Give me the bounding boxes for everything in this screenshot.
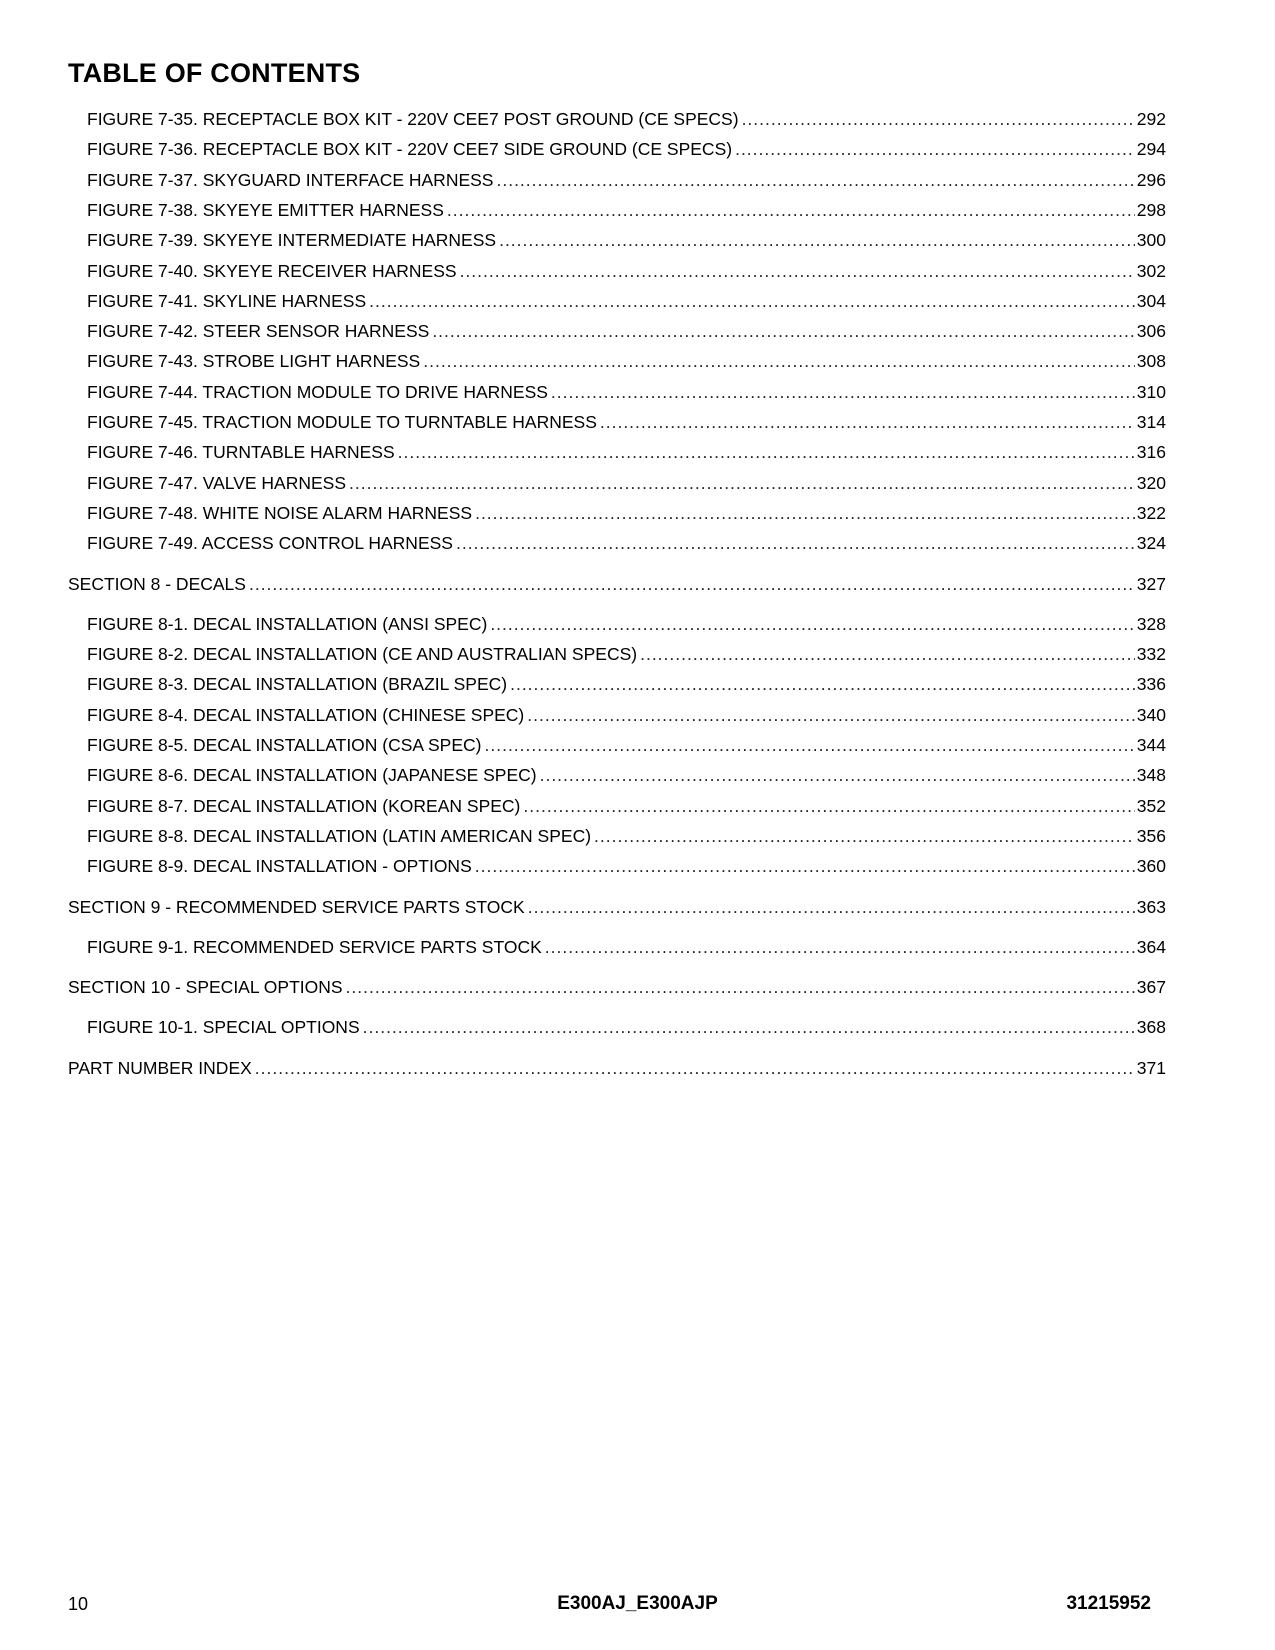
toc-entry[interactable] — [87, 137, 1166, 161]
toc-entry-label: FIGURE 7-48. WHITE NOISE ALARM HARNESS — [87, 502, 473, 523]
toc-dot-leader — [594, 824, 1135, 848]
toc-entry-page: 314 — [1136, 412, 1166, 432]
toc-dot-leader — [346, 975, 1135, 999]
toc-entry[interactable] — [87, 733, 1166, 757]
toc-entry-page: 302 — [1136, 260, 1166, 281]
toc-dot-leader — [369, 289, 1135, 313]
toc-entry-label: FIGURE 8-7. DECAL INSTALLATION (KOREAN SPEC) — [87, 795, 521, 816]
toc-entry[interactable] — [87, 794, 1166, 818]
toc-entry[interactable] — [87, 642, 1166, 666]
toc-entry-page: 324 — [1136, 533, 1166, 554]
toc-entry[interactable] — [87, 228, 1166, 252]
toc-dot-leader — [528, 895, 1135, 919]
toc-entry[interactable] — [87, 168, 1166, 192]
toc-entry-label: FIGURE 7-36. RECEPTACLE BOX KIT - 220V CEE7 SIDE GROUND (CE SPECS) — [87, 139, 733, 160]
toc-dot-leader — [447, 198, 1135, 222]
toc-dot-leader — [527, 703, 1135, 727]
toc-dot-leader — [490, 612, 1134, 636]
toc-entry-label: FIGURE 7-39. SKYEYE INTERMEDIATE HARNESS — [87, 230, 497, 251]
toc-dot-leader — [510, 672, 1135, 696]
toc-dot-leader — [551, 380, 1135, 404]
toc-entry-label: FIGURE 7-43. STROBE LIGHT HARNESS — [87, 351, 421, 372]
toc-entry-page: 360 — [1136, 856, 1166, 877]
footer-document-number: 31215952 — [1066, 1593, 1151, 1614]
toc-dot-leader — [349, 471, 1135, 495]
footer-page-number: 10 — [68, 1594, 89, 1614]
toc-entry[interactable] — [87, 440, 1166, 464]
toc-entry[interactable] — [87, 672, 1166, 696]
toc-entry[interactable] — [87, 380, 1166, 404]
toc-entry-page: 364 — [1136, 936, 1166, 957]
toc-entry-label: FIGURE 8-2. DECAL INSTALLATION (CE AND AUSTRALIAN SPECS) — [87, 644, 638, 665]
toc-dot-leader — [523, 794, 1134, 818]
toc-entry[interactable] — [87, 319, 1166, 343]
toc-entry[interactable] — [68, 1056, 1166, 1080]
toc-entry-page: 371 — [1136, 1057, 1166, 1078]
toc-entry-label: SECTION 10 - SPECIAL OPTIONS — [68, 977, 343, 998]
toc-entry-page: 310 — [1136, 381, 1166, 402]
toc-entry-label: FIGURE 7-49. ACCESS CONTROL HARNESS — [87, 533, 453, 554]
toc-entry-page: 328 — [1136, 613, 1166, 634]
toc-dot-leader — [600, 410, 1135, 434]
toc-entry-page: 356 — [1136, 825, 1166, 846]
toc-entry-page: 298 — [1136, 199, 1166, 220]
toc-entry-page: 367 — [1136, 977, 1166, 998]
toc-dot-leader — [432, 319, 1134, 343]
toc-dot-leader — [460, 259, 1135, 283]
toc-entry[interactable] — [87, 935, 1166, 959]
toc-entry[interactable] — [87, 612, 1166, 636]
toc-dot-leader — [540, 763, 1135, 787]
toc-entry-page: 368 — [1136, 1017, 1166, 1038]
toc-entry[interactable] — [68, 572, 1166, 596]
page-title: TABLE OF CONTENTS — [68, 58, 361, 88]
toc-entry[interactable] — [87, 289, 1166, 313]
toc-entry-label: SECTION 9 - RECOMMENDED SERVICE PARTS STOCK — [68, 896, 525, 917]
toc-entry-label: FIGURE 8-8. DECAL INSTALLATION (LATIN AMERICAN SPEC) — [87, 825, 592, 846]
toc-entry-page: 300 — [1136, 230, 1166, 251]
toc-entry-page: 336 — [1136, 674, 1166, 695]
toc-entry-page: 352 — [1136, 795, 1166, 816]
toc-entry-page: 344 — [1136, 735, 1166, 755]
toc-entry-label: FIGURE 7-45. TRACTION MODULE TO TURNTABLE HARNESS — [87, 412, 597, 432]
toc-entry-page: 320 — [1136, 472, 1166, 493]
toc-entry[interactable] — [87, 824, 1166, 848]
toc-entry[interactable] — [87, 198, 1166, 222]
toc-entry-page: 296 — [1136, 169, 1166, 190]
toc-entry-label: FIGURE 7-41. SKYLINE HARNESS — [87, 290, 367, 311]
toc-entry-page: 332 — [1136, 644, 1166, 665]
toc-entry[interactable] — [87, 501, 1166, 525]
toc-entry-label: FIGURE 7-44. TRACTION MODULE TO DRIVE HARNESS — [87, 381, 548, 402]
toc-dot-leader — [485, 733, 1135, 757]
toc-entry[interactable] — [68, 975, 1166, 999]
toc-entry-label: FIGURE 8-1. DECAL INSTALLATION (ANSI SPEC) — [87, 613, 488, 634]
toc-entry[interactable] — [68, 895, 1166, 919]
toc-entry-label: FIGURE 7-42. STEER SENSOR HARNESS — [87, 321, 430, 342]
toc-dot-leader — [475, 501, 1135, 525]
toc-dot-leader — [249, 572, 1135, 596]
toc-entry[interactable] — [87, 349, 1166, 373]
toc-entry[interactable] — [87, 854, 1166, 878]
toc-entry-page: 316 — [1136, 442, 1166, 463]
toc-entry-label: FIGURE 7-40. SKYEYE RECEIVER HARNESS — [87, 260, 457, 281]
toc-entry[interactable] — [87, 1015, 1166, 1039]
toc-entry-label: SECTION 8 - DECALS — [68, 573, 246, 594]
toc-entry-label: FIGURE 9-1. RECOMMENDED SERVICE PARTS STOCK — [87, 936, 542, 957]
toc-dot-leader — [742, 107, 1135, 131]
toc-entry-label: FIGURE 7-35. RECEPTACLE BOX KIT - 220V CEE7 POST GROUND (CE SPECS) — [87, 109, 739, 129]
toc-dot-leader — [640, 642, 1135, 666]
toc-entry[interactable] — [87, 763, 1166, 787]
toc-entry[interactable] — [87, 107, 1166, 131]
toc-dot-leader — [499, 228, 1135, 252]
toc-entry-label: FIGURE 10-1. SPECIAL OPTIONS — [87, 1017, 360, 1038]
toc-entry-label: FIGURE 8-9. DECAL INSTALLATION - OPTIONS — [87, 856, 472, 877]
toc-dot-leader — [363, 1015, 1135, 1039]
toc-dot-leader — [255, 1056, 1135, 1080]
toc-dot-leader — [423, 349, 1135, 373]
toc-entry[interactable] — [87, 471, 1166, 495]
toc-entry-page: 308 — [1136, 351, 1166, 372]
toc-dot-leader — [456, 531, 1135, 555]
toc-entry[interactable] — [87, 531, 1166, 555]
toc-entry-label: FIGURE 7-46. TURNTABLE HARNESS — [87, 442, 395, 463]
toc-entry-label: FIGURE 7-47. VALVE HARNESS — [87, 472, 347, 493]
toc-entry-label: FIGURE 7-37. SKYGUARD INTERFACE HARNESS — [87, 169, 494, 190]
toc-entry-page: 306 — [1136, 321, 1166, 342]
toc-entry-page: 294 — [1136, 139, 1166, 160]
toc-dot-leader — [475, 854, 1135, 878]
toc-entry-label: FIGURE 7-38. SKYEYE EMITTER HARNESS — [87, 199, 444, 220]
toc-entry-page: 348 — [1136, 765, 1166, 786]
toc-entry-page: 340 — [1136, 704, 1166, 725]
toc-entry-label: FIGURE 8-6. DECAL INSTALLATION (JAPANESE SPEC) — [87, 765, 537, 786]
toc-dot-leader — [496, 168, 1134, 192]
toc-entry-page: 304 — [1136, 290, 1166, 311]
toc-entry[interactable] — [87, 410, 1166, 434]
toc-entry-label: FIGURE 8-4. DECAL INSTALLATION (CHINESE SPEC) — [87, 704, 525, 725]
toc-dot-leader — [398, 440, 1135, 464]
toc-entry-page: 327 — [1136, 573, 1166, 594]
toc-entry-page: 292 — [1136, 109, 1166, 129]
footer-model: E300AJ_E300AJP — [557, 1593, 718, 1614]
toc-dot-leader — [735, 137, 1135, 161]
toc-entry-label: PART NUMBER INDEX — [68, 1057, 252, 1078]
toc-entry[interactable] — [87, 259, 1166, 283]
toc-entry-label: FIGURE 8-5. DECAL INSTALLATION (CSA SPEC) — [87, 735, 482, 755]
toc-entry-page: 363 — [1136, 896, 1166, 917]
toc-dot-leader — [545, 935, 1135, 959]
toc-entry-label: FIGURE 8-3. DECAL INSTALLATION (BRAZIL SPEC) — [87, 674, 508, 695]
toc-entry-page: 322 — [1136, 502, 1166, 523]
toc-entry[interactable] — [87, 703, 1166, 727]
